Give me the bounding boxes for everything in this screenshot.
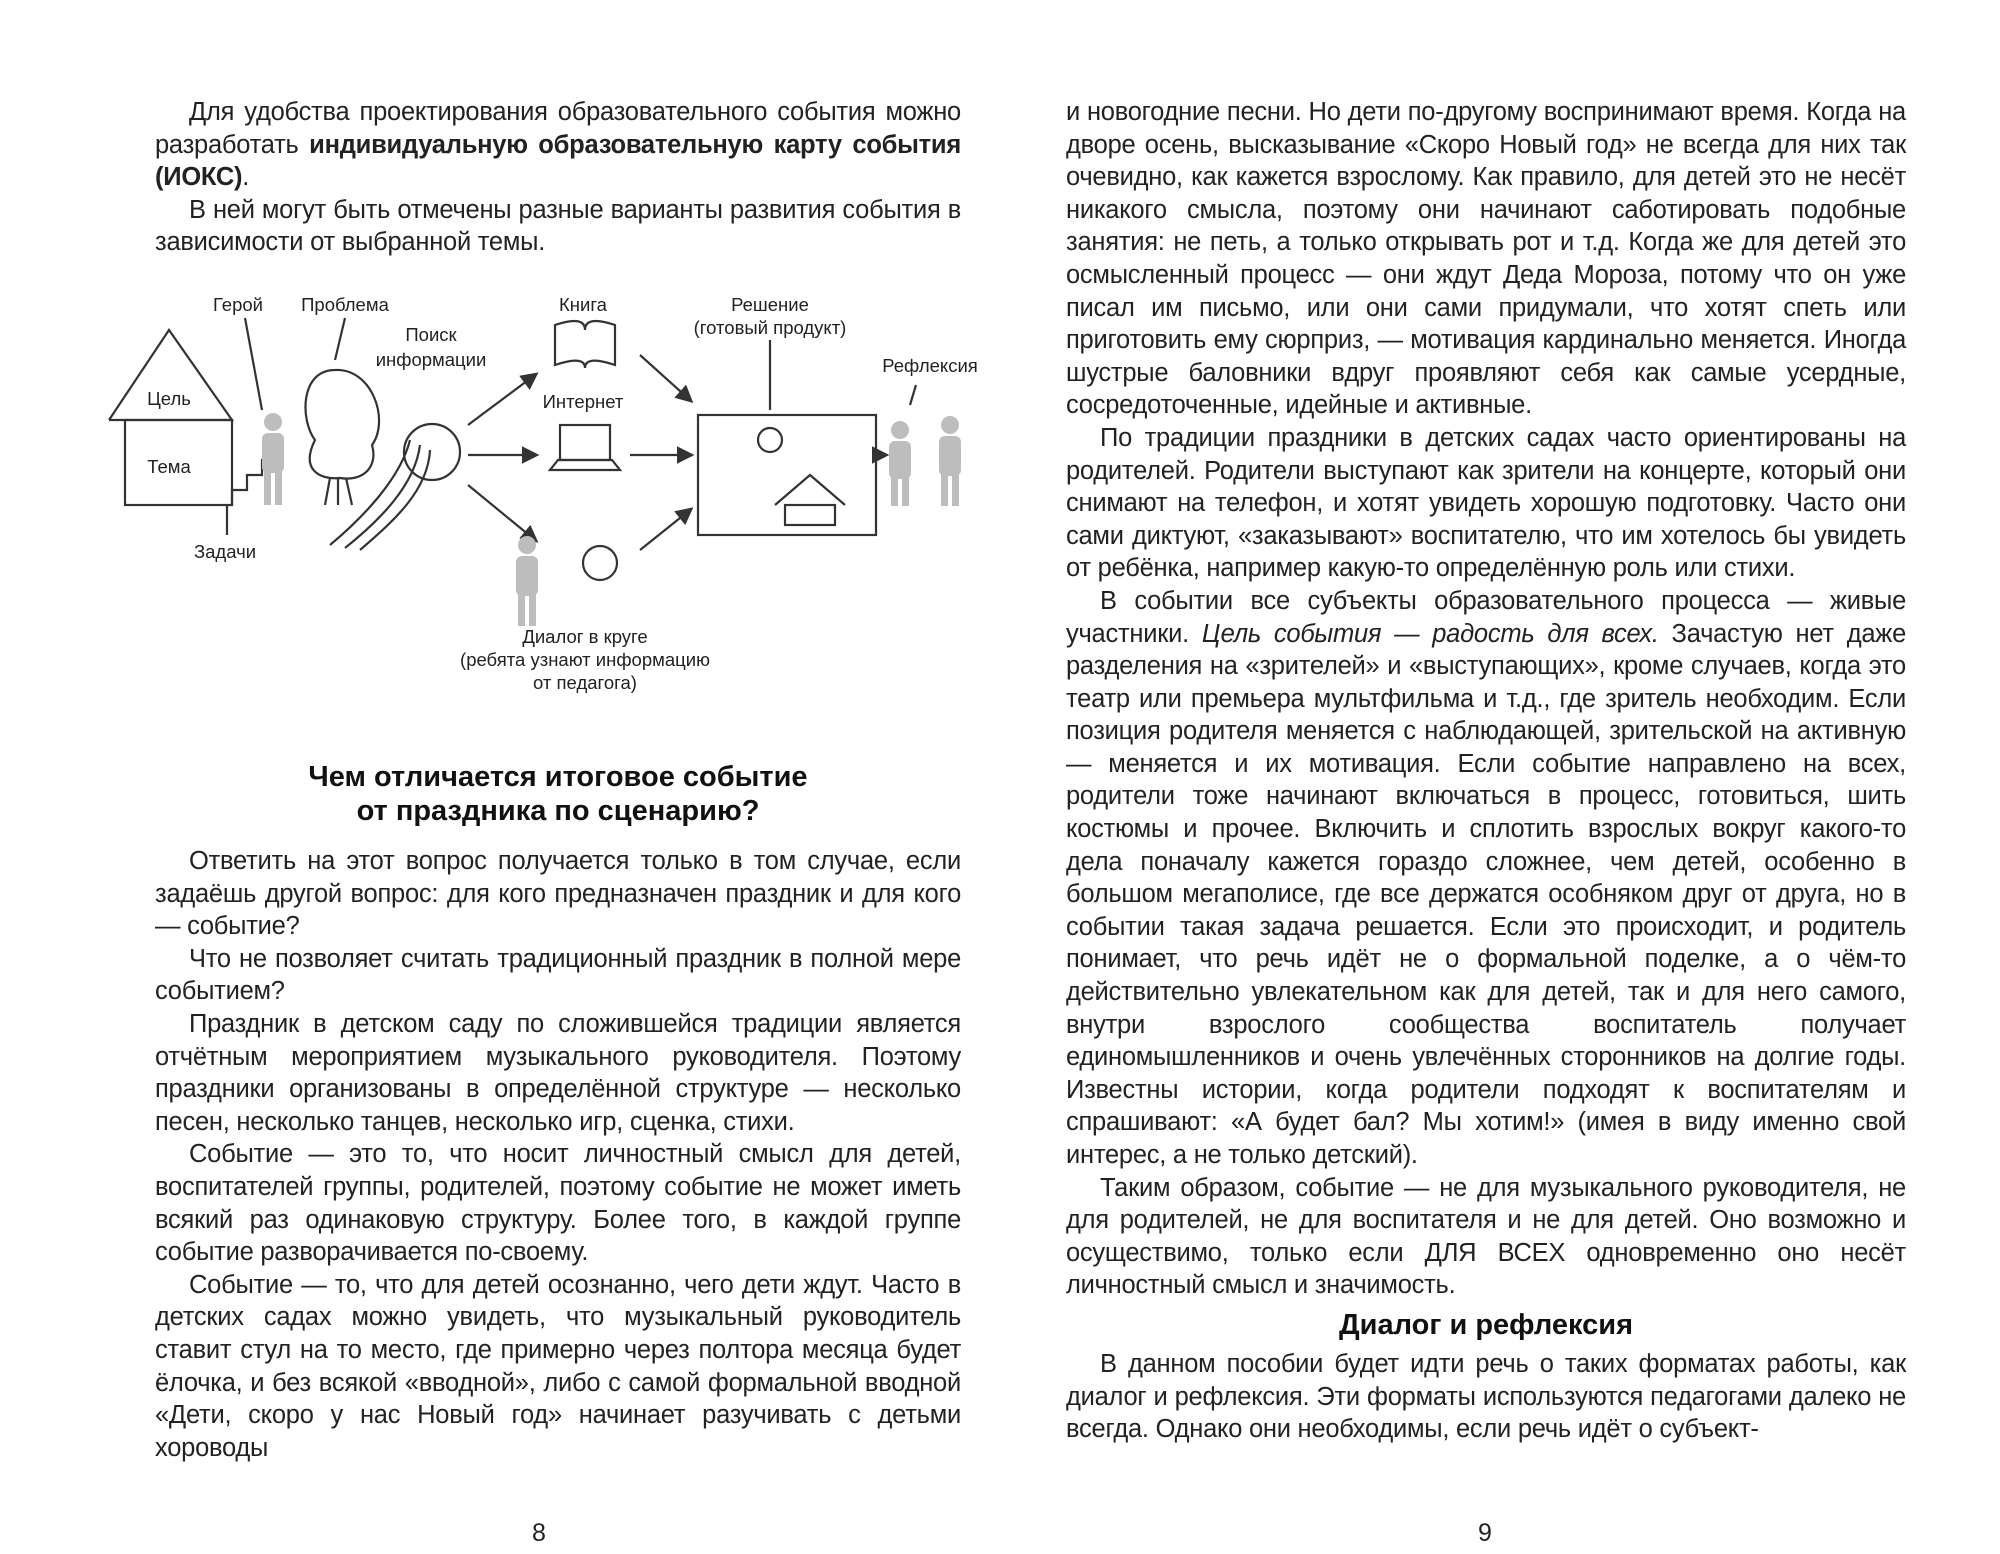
label-internet: Интернет	[542, 391, 624, 412]
label-solution-sub: (готовый продукт)	[693, 317, 847, 338]
tree-icon	[305, 370, 379, 479]
label-tasks: Задачи	[193, 541, 257, 562]
paragraph: В данном пособии будет идти речь о таких форматах работы, как диалог и рефлексия. Эти форматы используются педагогами далеко не всегда. Однако они необходимы, если речь идёт о субъект-	[1066, 1349, 1906, 1444]
heading-line-2: от праздника по сценарию?	[356, 795, 760, 827]
label-search-2: информации	[375, 349, 487, 370]
italic-emphasis: Цель события — радость для всех.	[1201, 619, 1659, 648]
label-hero: Герой	[213, 294, 263, 315]
page-number-left: 8	[532, 1519, 546, 1547]
label-book: Книга	[559, 294, 607, 315]
book-icon	[555, 321, 615, 368]
iok-term: индивидуальную образовательную карту события (ИОКС)	[155, 130, 961, 192]
page-number-right: 9	[1478, 1519, 1492, 1547]
intro-text: Для удобства проектирования образовательного события можно разработать	[155, 98, 961, 159]
section-heading	[155, 760, 961, 828]
person-icons	[262, 413, 961, 626]
label-problem: Проблема	[301, 294, 389, 315]
label-dialog-sub1: (ребята узнают информацию	[460, 649, 710, 670]
intro-paragraph-2: В ней могут быть отмечены разные варианты развития события в зависимости от выбранной темы.	[155, 195, 961, 257]
text: В событии все субъекты образовательного процесса — живые участники.	[1066, 586, 1906, 648]
paragraph: Таким образом, событие — не для музыкального руководителя, не для родителей, не для воспитателя и не для детей. Оно возможно и осуществимо, только если ДЛЯ ВСЕХ одновременно оно несёт личностный смысл и значимость.	[1066, 1173, 1906, 1300]
paragraph: Событие — то, что для детей осознанно, чего дети ждут. Часто в детских садах можно увидеть, что музыкальный руководитель ставит стул на то место, где примерно через полтора месяца будет ёлочка, и без всякой «вводной», либо с самой формальной вводной «Дети, скоро у нас Новый год» начинает разучивать с детьми хороводы	[155, 1270, 961, 1462]
intro-end: .	[242, 163, 250, 192]
heading-line-1: Чем отличается итоговое событие	[308, 761, 808, 793]
label-dialog: Диалог в круге	[522, 626, 648, 647]
paragraph: Что не позволяет считать традиционный праздник в полной мере событием?	[155, 944, 961, 1006]
label-search-1: Поиск	[405, 324, 457, 345]
paragraph: и новогодние песни. Но дети по-другому воспринимают время. Когда на дворе осень, высказывание «Скоро Новый год» не всегда для них так очевидно, как кажется взрослому. Как правило, для детей это не несёт никакого смысла, поэтому они начинают саботировать подобные занятия: не петь, а только открывать рот и т.д. Когда же для детей это осмысленный процесс — они ждут Деда Мороза, потому что он уже писал им письмо, или они сами придумали, что хотят спеть или приготовить ему сюрприз, — мотивация кардинально меняется. Иногда шустрые баловники вдруг проявляют себя как самые усердные, сосредоточенные, идейные и активные.	[1066, 98, 1906, 420]
label-theme: Тема	[147, 456, 191, 477]
laptop-icon	[560, 425, 610, 460]
sun-icon	[583, 546, 617, 580]
paragraph: Праздник в детском саду по сложившейся традиции является отчётным мероприятием музыкального руководителя. Поэтому праздники организованы в определённой структуре — несколько песен, несколько танцев, несколько игр, сценка, стихи.	[155, 1009, 961, 1136]
label-solution: Решение	[731, 294, 809, 315]
solution-frame	[698, 415, 876, 535]
section-heading: Диалог и рефлексия	[1338, 1308, 1634, 1341]
paragraph	[1066, 585, 1906, 1172]
paragraph: Ответить на этот вопрос получается только в том случае, если задаёшь другой вопрос: для кого предназначен праздник и для кого — событие?	[155, 847, 961, 941]
label-reflection: Рефлексия	[882, 355, 978, 376]
label-goal: Цель	[147, 388, 191, 409]
text: Зачастую нет даже разделения на «зрителей» и «выступающих», кроме случаев, когда это театр или премьера мультфильма и т.д., где зритель необходим. Если позиция родителя меняется с наблюдающей, зрительской на активную — меняется и их мотивация. Если событие направлено на всех, родители тоже начинают включаться в процесс, готовиться, шить костюмы и прочее. Включить и сплотить взрослых вокруг какого-то дела поначалу кажется гораздо сложнее, чем детей, особенно в большом мегаполисе, где все держатся особняком друг от друга, но в событии такая задача решается. Если это происходит, и родитель понимает, что речь идёт не о формальной поделке, а о чём-то действительно увлекательном как для детей, так и для него самого, внутри взрослого сообщества воспитатель получает единомышленников и очень увлечённых сторонников на долгие годы. Известны истории, когда родители подходят к воспитателям и спрашивают: «А будет бал? Мы хотим!» (имея в виду именно свой интерес, а не только детский).	[1066, 619, 1906, 1169]
left-body	[155, 845, 961, 1464]
right-body	[1066, 96, 1906, 1446]
globe-icon	[404, 424, 460, 480]
paragraph: Событие — это то, что носит личностный смысл для детей, воспитателей группы, родителей, поэтому событие не может иметь всякий раз одинаковую структуру. Более того, в каждой группе событие разворачивается по-своему.	[155, 1140, 961, 1267]
label-dialog-sub2: от педагога)	[533, 672, 637, 693]
paragraph: По традиции праздники в детских садах часто ориентированы на родителей. Родители выступают как зрители на концерте, который они снимают на телефон, и хотят увидеть хорошую подготовку. Часто они сами диктуют, «заказывают» воспитателю, что им хотелось бы увидеть от ребёнка, например какую-то определённую роль или стихи.	[1066, 423, 1906, 583]
